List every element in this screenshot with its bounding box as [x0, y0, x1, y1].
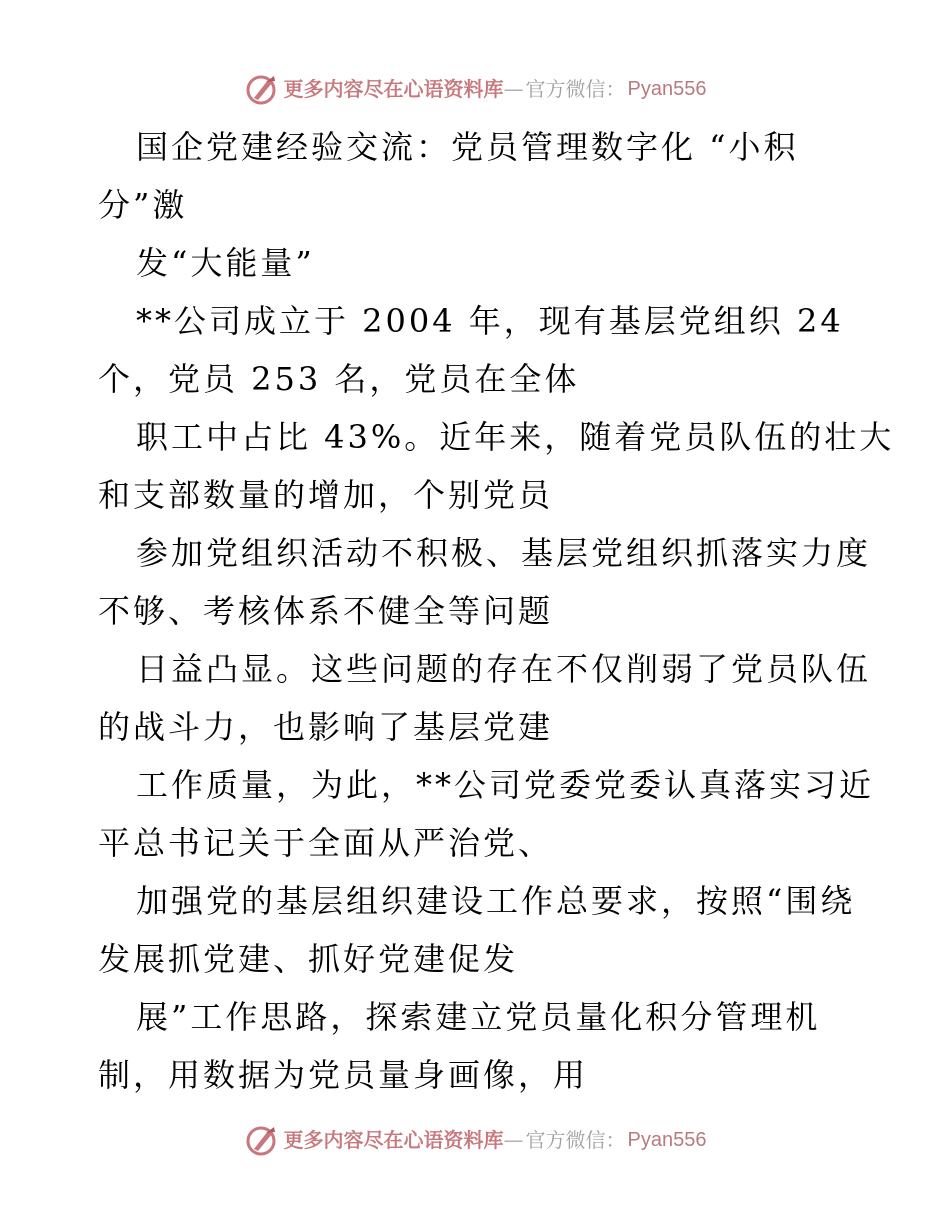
- watermark-separator: —: [503, 1128, 524, 1152]
- document-line: 国企党建经验交流：党员管理数字化 “小积: [136, 128, 799, 166]
- document-line: 和支部数量的增加，个别党员: [98, 476, 554, 514]
- watermark-separator: —: [503, 77, 524, 101]
- footer-watermark: [0, 1123, 950, 1157]
- document-line: 个，党员 253 名，党员在全体: [98, 360, 580, 398]
- watermark-text: [284, 1123, 707, 1157]
- quill-circle-logo-icon: [244, 72, 280, 106]
- watermark-official-label: 官方微信：: [525, 77, 626, 101]
- document-line: 制，用数据为党员量身画像，用: [98, 1056, 589, 1094]
- watermark-site-name: 更多内容尽在心语资料库: [283, 77, 504, 101]
- document-line: 平总书记关于全面从严治党、: [98, 824, 554, 862]
- document-line: 分”激: [98, 186, 188, 224]
- watermark-wechat-id: Pyan556: [627, 1129, 707, 1151]
- document-line: 日益凸显。这些问题的存在不仅削弱了党员队伍: [136, 650, 872, 688]
- watermark-site-name: 更多内容尽在心语资料库: [283, 1128, 504, 1152]
- document-body: [98, 118, 895, 1104]
- document-line: **公司成立于 2004 年，现有基层党组织 24: [136, 302, 844, 340]
- header-watermark: [0, 72, 950, 106]
- quill-circle-logo-icon: [244, 1123, 280, 1157]
- document-line: 参加党组织活动不积极、基层党组织抓落实力度: [136, 534, 872, 572]
- watermark-text: [284, 72, 707, 106]
- document-line: 发展抓党建、抓好党建促发: [98, 940, 519, 978]
- document-line: 展”工作思路，探索建立党员量化积分管理机: [136, 998, 821, 1036]
- document-line: 职工中占比 43%。近年来，随着党员队伍的壮大: [136, 418, 895, 456]
- document-line: 的战斗力，也影响了基层党建: [98, 708, 554, 746]
- document-line: 不够、考核体系不健全等问题: [98, 592, 554, 630]
- watermark-official-label: 官方微信：: [525, 1128, 626, 1152]
- document-line: 加强党的基层组织建设工作总要求，按照“围绕: [136, 882, 856, 920]
- document-line: 工作质量，为此，**公司党委党委认真落实习近: [136, 766, 875, 804]
- watermark-wechat-id: Pyan556: [627, 78, 707, 100]
- document-line: 发“大能量”: [136, 244, 315, 282]
